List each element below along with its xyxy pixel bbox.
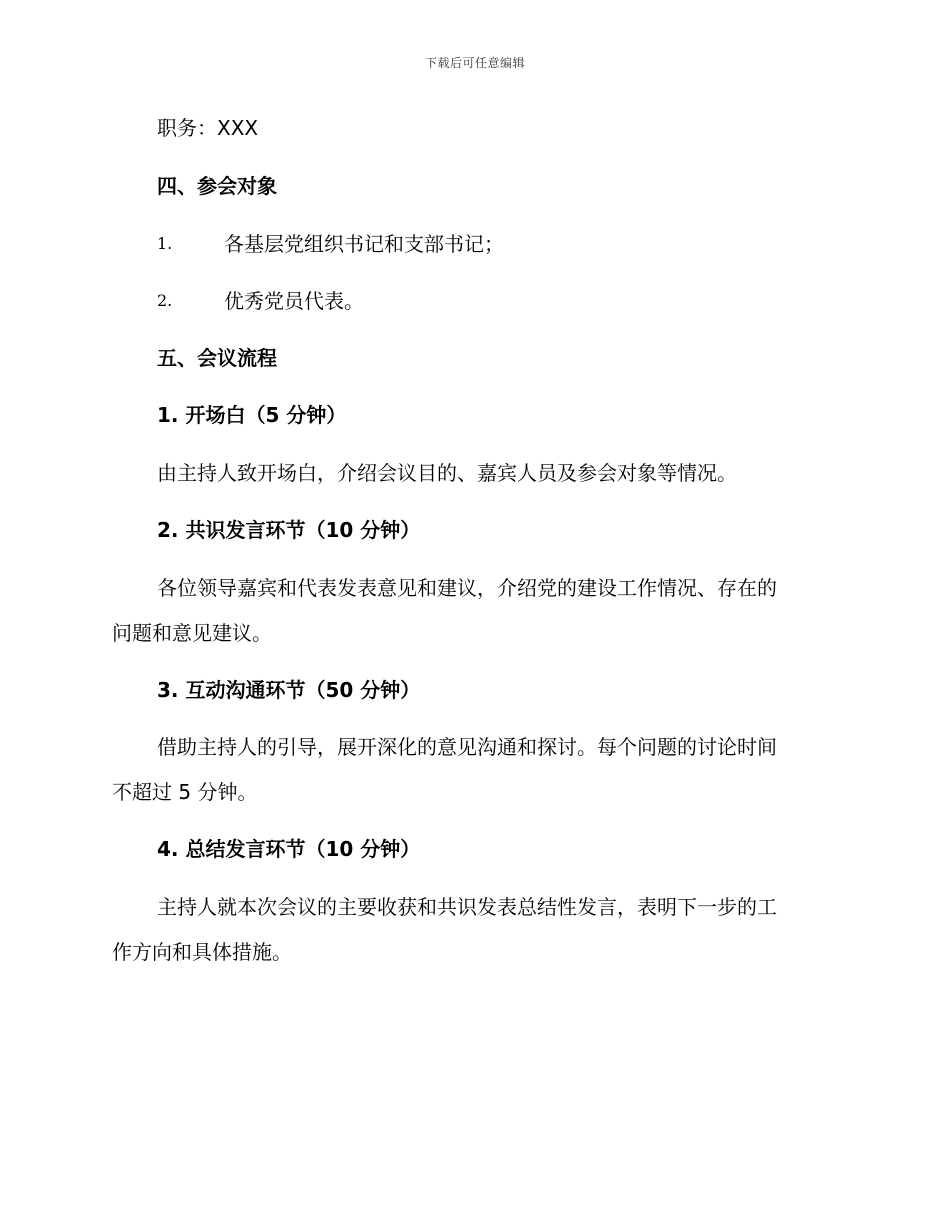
step-4-text-line-1: 主持人就本次会议的主要收获和共识发表总结性发言，表明下一步的工 [157,895,777,919]
step-4-title: 4. 总结发言环节（10 分钟） [157,837,421,861]
list-item-text: 优秀党员代表。 [224,289,364,313]
section-5-heading: 五、会议流程 [157,346,277,370]
step-2-text-line-1: 各位领导嘉宾和代表发表意见和建议，介绍党的建设工作情况、存在的 [157,576,777,600]
position-line [157,114,258,142]
section-4-heading: 四、参会对象 [157,174,277,198]
list-item-text: 各基层党组织书记和支部书记； [224,232,504,256]
step-4-text-line-2: 作方向和具体措施。 [112,940,292,964]
list-item-number: 2. [157,291,173,310]
step-1-text: 由主持人致开场白，介绍会议目的、嘉宾人员及参会对象等情况。 [157,461,737,485]
position-value: XXX [217,116,259,140]
step-3-text-line-1: 借助主持人的引导，展开深化的意见沟通和探讨。每个问题的讨论时间 [157,735,777,759]
position-label: 职务： [157,116,217,140]
step-1-title: 1. 开场白（5 分钟） [157,403,347,427]
list-item-number: 1. [157,234,173,253]
step-2-text-line-2: 问题和意见建议。 [112,621,272,645]
step-3-text-line-2: 不超过 5 分钟。 [112,780,258,804]
step-2-title: 2. 共识发言环节（10 分钟） [157,518,421,542]
step-3-title: 3. 互动沟通环节（50 分钟） [157,678,421,702]
header-note: 下载后可任意编辑 [424,56,525,70]
